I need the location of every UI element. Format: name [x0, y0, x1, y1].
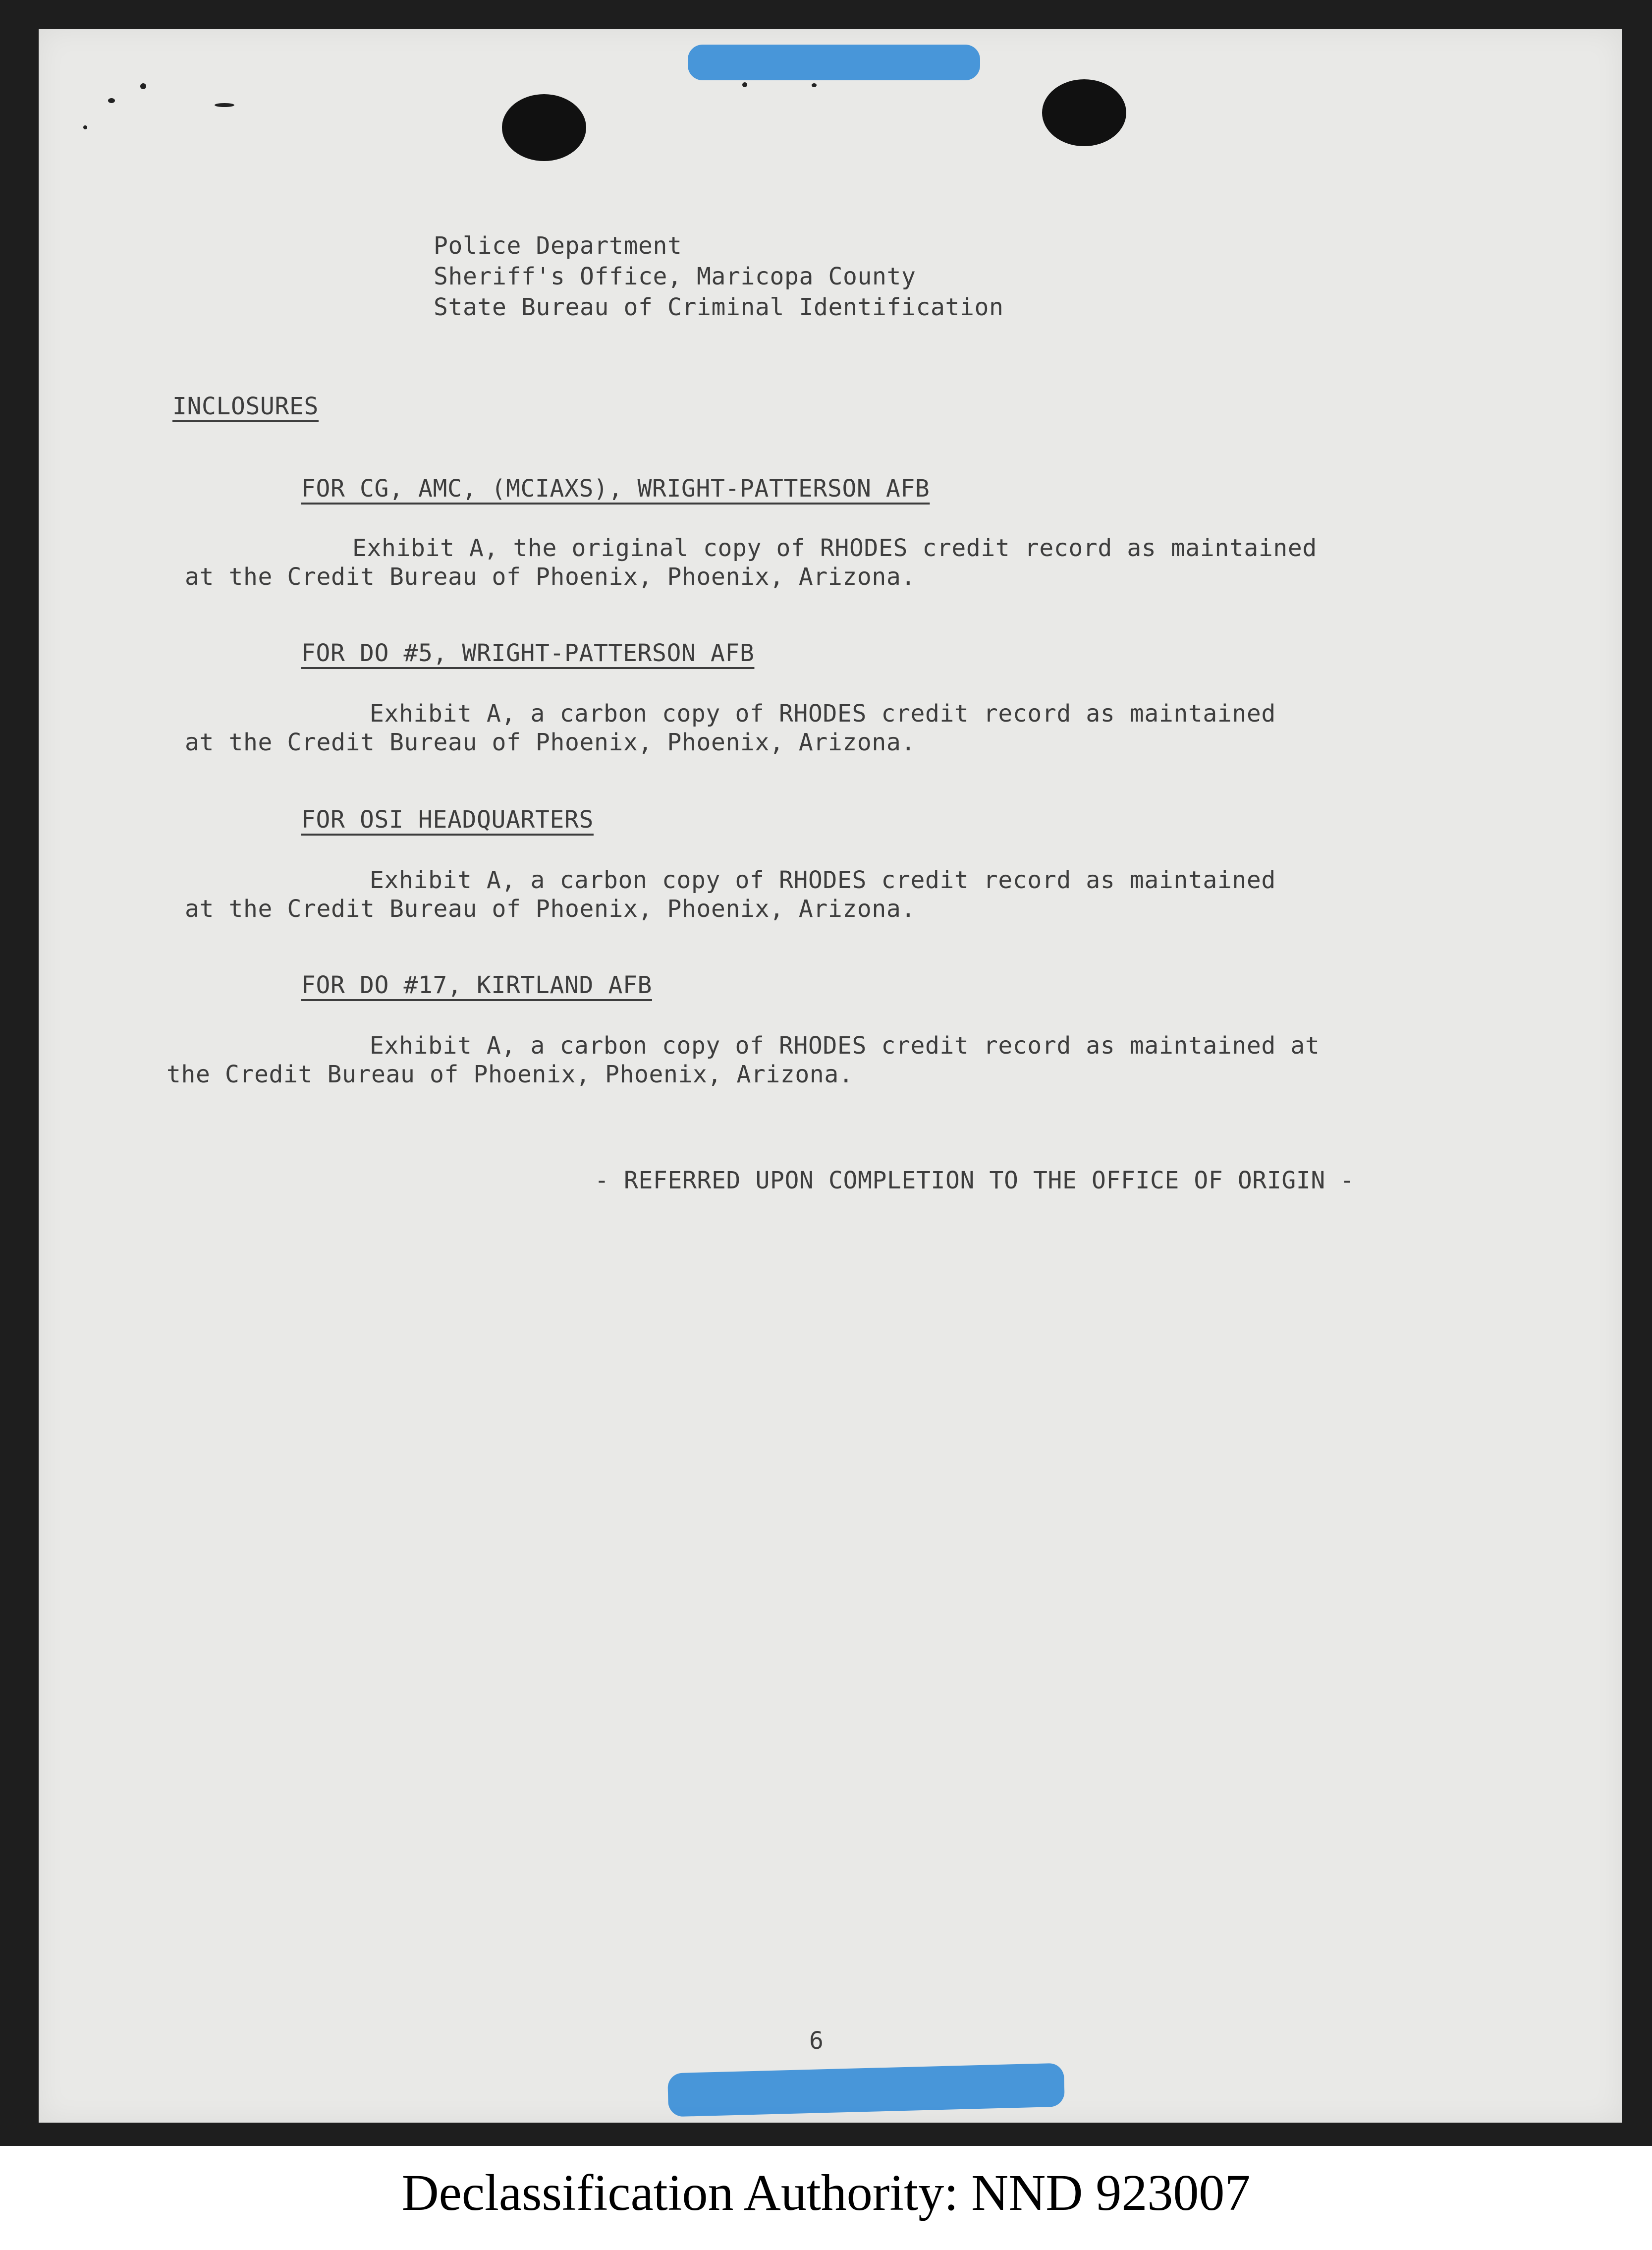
punch-hole-right	[1042, 79, 1126, 146]
section-body-line: Exhibit A, a carbon copy of RHODES credit record as maintained	[370, 866, 1276, 894]
page-number: 6	[809, 2027, 824, 2055]
section-body-line: at the Credit Bureau of Phoenix, Phoenix, Arizona.	[185, 563, 916, 591]
section-body-line: at the Credit Bureau of Phoenix, Phoenix, Arizona.	[185, 895, 916, 923]
section-heading: FOR DO #5, WRIGHT-PATTERSON AFB	[301, 639, 755, 667]
header-line: Sheriff's Office, Maricopa County	[434, 263, 916, 290]
tape-mark-top	[688, 45, 980, 80]
ink-speck	[742, 82, 747, 87]
section-body-line: Exhibit A, a carbon copy of RHODES credit record as maintained	[370, 700, 1276, 728]
ink-speck	[140, 83, 146, 89]
section-body-line: Exhibit A, a carbon copy of RHODES credit record as maintained at	[370, 1032, 1320, 1060]
tape-mark-bottom	[667, 2063, 1065, 2117]
ink-speck	[83, 125, 87, 129]
punch-hole-left	[502, 94, 586, 161]
closing-note: - REFERRED UPON COMPLETION TO THE OFFICE OF ORIGIN -	[595, 1167, 1355, 1194]
header-line: State Bureau of Criminal Identification	[434, 293, 1004, 321]
ink-speck	[812, 83, 817, 87]
section-body-line: the Credit Bureau of Phoenix, Phoenix, Arizona.	[166, 1061, 854, 1088]
section-heading: FOR CG, AMC, (MCIAXS), WRIGHT-PATTERSON AFB	[301, 475, 930, 503]
ink-speck	[215, 103, 234, 107]
section-heading: FOR OSI HEADQUARTERS	[301, 806, 594, 834]
declassification-footer: Declassification Authority: NND 923007	[401, 2164, 1251, 2221]
document-page	[39, 29, 1622, 2123]
section-body-line: Exhibit A, the original copy of RHODES credit record as maintained	[352, 534, 1317, 562]
ink-speck	[108, 98, 115, 103]
section-body-line: at the Credit Bureau of Phoenix, Phoenix, Arizona.	[185, 729, 916, 756]
header-line: Police Department	[434, 232, 682, 260]
inclosures-heading: INCLOSURES	[172, 393, 319, 420]
section-heading: FOR DO #17, KIRTLAND AFB	[301, 971, 652, 999]
